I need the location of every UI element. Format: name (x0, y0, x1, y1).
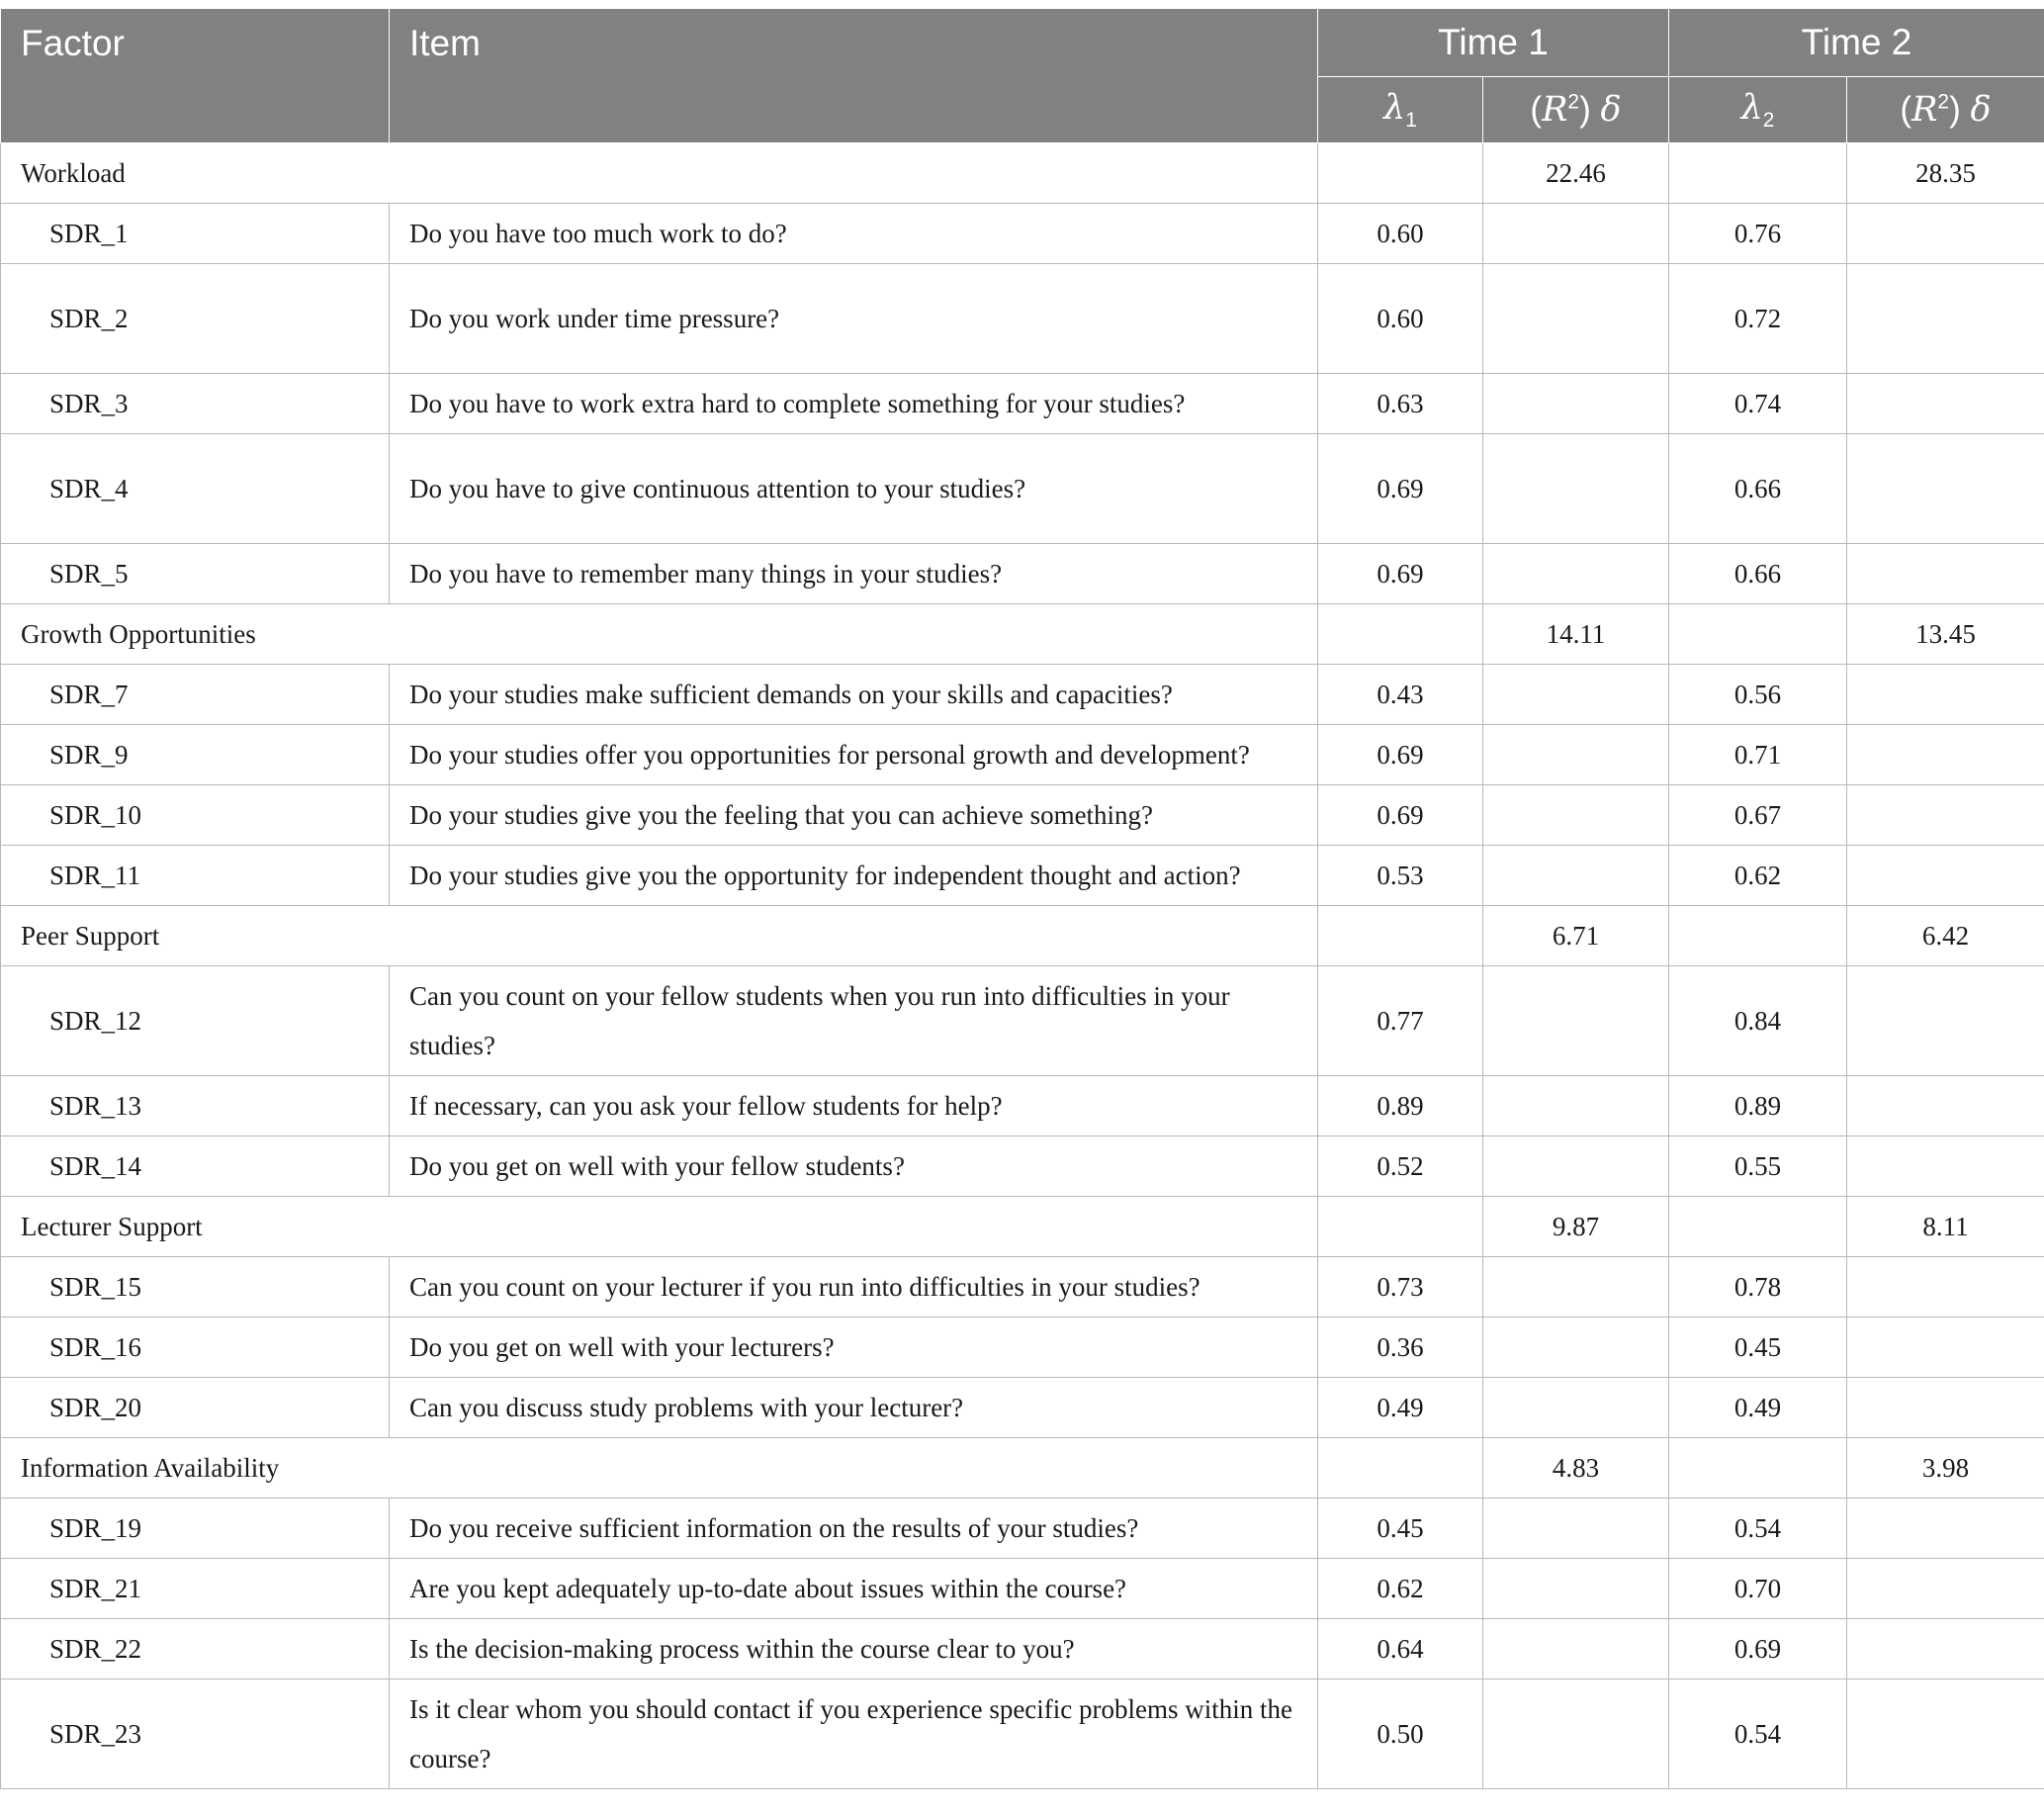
empty-cell (1847, 725, 2044, 785)
item-text: Do you work under time pressure? (390, 264, 1318, 374)
lambda2-value: 0.66 (1669, 544, 1847, 604)
lambda2-value: 0.89 (1669, 1076, 1847, 1136)
empty-cell (1483, 1257, 1669, 1317)
empty-cell (1483, 434, 1669, 544)
table-row (1, 1499, 2044, 1559)
lambda1-value: 0.69 (1318, 434, 1483, 544)
item-text: Do your studies offer you opportunities for personal growth and development? (390, 725, 1318, 785)
item-text: Do your studies make sufficient demands on your skills and capacities? (390, 665, 1318, 725)
lambda1-value: 0.60 (1318, 264, 1483, 374)
empty-cell (1483, 544, 1669, 604)
empty-cell (1669, 1438, 1847, 1499)
item-code: SDR_4 (1, 434, 390, 544)
empty-cell (1847, 204, 2044, 264)
lambda2-value: 0.84 (1669, 966, 1847, 1076)
item-code: SDR_5 (1, 544, 390, 604)
lambda2-value: 0.49 (1669, 1378, 1847, 1438)
empty-cell (1847, 1136, 2044, 1197)
empty-cell (1483, 966, 1669, 1076)
lambda2-value: 0.67 (1669, 785, 1847, 846)
lambda1-value: 0.36 (1318, 1317, 1483, 1378)
factor-r2-time1: 9.87 (1483, 1197, 1669, 1257)
empty-cell (1669, 1197, 1847, 1257)
lambda2-value: 0.62 (1669, 846, 1847, 906)
item-code: SDR_9 (1, 725, 390, 785)
item-code: SDR_22 (1, 1619, 390, 1680)
item-text: Do you have to work extra hard to complete something for your studies? (390, 374, 1318, 434)
lambda1-value: 0.49 (1318, 1378, 1483, 1438)
factor-r2-time1: 22.46 (1483, 143, 1669, 204)
factor-r2-time2: 3.98 (1847, 1438, 2044, 1499)
factor-r2-time2: 28.35 (1847, 143, 2044, 204)
empty-cell (1847, 966, 2044, 1076)
lambda2-value: 0.72 (1669, 264, 1847, 374)
item-code: SDR_14 (1, 1136, 390, 1197)
factor-row (1, 143, 2044, 204)
table-row (1, 544, 2044, 604)
lambda2-value: 0.54 (1669, 1680, 1847, 1789)
empty-cell (1483, 1076, 1669, 1136)
empty-cell (1483, 1619, 1669, 1680)
factor-row (1, 604, 2044, 665)
table-row (1, 785, 2044, 846)
table-row (1, 1680, 2044, 1789)
item-code: SDR_10 (1, 785, 390, 846)
header-r2-delta-time2: $(R^2)$ δ (1847, 77, 2044, 143)
lambda2-value: 0.74 (1669, 374, 1847, 434)
empty-cell (1847, 1076, 2044, 1136)
header-time2: Time 2 (1669, 9, 2044, 77)
table-header (1, 9, 2044, 143)
table-row (1, 1257, 2044, 1317)
table-row (1, 1317, 2044, 1378)
header-lambda2: $\lambda_2$ (1669, 77, 1847, 143)
empty-cell (1318, 1438, 1483, 1499)
table-row (1, 966, 2044, 1076)
item-code: SDR_16 (1, 1317, 390, 1378)
empty-cell (1318, 143, 1483, 204)
lambda1-value: 0.69 (1318, 785, 1483, 846)
lambda2-value: 0.54 (1669, 1499, 1847, 1559)
table-row (1, 434, 2044, 544)
lambda2-value: 0.55 (1669, 1136, 1847, 1197)
empty-cell (1847, 1559, 2044, 1619)
empty-cell (1483, 374, 1669, 434)
empty-cell (1483, 204, 1669, 264)
empty-cell (1847, 1378, 2044, 1438)
item-code: SDR_1 (1, 204, 390, 264)
factor-name: Information Availability (1, 1438, 1318, 1499)
factor-r2-time2: 13.45 (1847, 604, 2044, 665)
table-row (1, 1619, 2044, 1680)
item-text: Do you have too much work to do? (390, 204, 1318, 264)
header-r2-delta-time1: $(R^2)$ δ (1483, 77, 1669, 143)
item-text: Is the decision-making process within the course clear to you? (390, 1619, 1318, 1680)
empty-cell (1847, 544, 2044, 604)
lambda2-value: 0.66 (1669, 434, 1847, 544)
empty-cell (1483, 1378, 1669, 1438)
lambda1-value: 0.45 (1318, 1499, 1483, 1559)
item-text: Do you get on well with your lecturers? (390, 1317, 1318, 1378)
lambda1-value: 0.62 (1318, 1559, 1483, 1619)
empty-cell (1483, 264, 1669, 374)
item-code: SDR_13 (1, 1076, 390, 1136)
table-row (1, 665, 2044, 725)
header-item: Item (390, 9, 1318, 143)
empty-cell (1847, 1257, 2044, 1317)
header-factor: Factor (1, 9, 390, 143)
empty-cell (1483, 1559, 1669, 1619)
lambda2-value: 0.76 (1669, 204, 1847, 264)
empty-cell (1669, 604, 1847, 665)
lambda1-value: 0.53 (1318, 846, 1483, 906)
lambda2-value: 0.71 (1669, 725, 1847, 785)
lambda2-value: 0.70 (1669, 1559, 1847, 1619)
item-text: Do your studies give you the feeling that you can achieve something? (390, 785, 1318, 846)
item-code: SDR_2 (1, 264, 390, 374)
factor-row (1, 1438, 2044, 1499)
item-text: Do you have to remember many things in your studies? (390, 544, 1318, 604)
lambda1-value: 0.60 (1318, 204, 1483, 264)
factor-r2-time1: 4.83 (1483, 1438, 1669, 1499)
lambda1-value: 0.73 (1318, 1257, 1483, 1317)
factor-name: Lecturer Support (1, 1197, 1318, 1257)
empty-cell (1847, 1317, 2044, 1378)
empty-cell (1847, 1499, 2044, 1559)
table-row (1, 264, 2044, 374)
item-text: Can you count on your fellow students when you run into difficulties in your studies? (390, 966, 1318, 1076)
table-body (1, 143, 2044, 1789)
table-row (1, 846, 2044, 906)
item-code: SDR_23 (1, 1680, 390, 1789)
item-text: If necessary, can you ask your fellow students for help? (390, 1076, 1318, 1136)
empty-cell (1483, 1680, 1669, 1789)
item-text: Do you have to give continuous attention to your studies? (390, 434, 1318, 544)
lambda1-value: 0.89 (1318, 1076, 1483, 1136)
item-code: SDR_11 (1, 846, 390, 906)
empty-cell (1847, 1680, 2044, 1789)
empty-cell (1847, 434, 2044, 544)
item-code: SDR_7 (1, 665, 390, 725)
item-text: Do you receive sufficient information on the results of your studies? (390, 1499, 1318, 1559)
lambda2-value: 0.56 (1669, 665, 1847, 725)
lambda1-value: 0.64 (1318, 1619, 1483, 1680)
item-code: SDR_12 (1, 966, 390, 1076)
factor-r2-time2: 6.42 (1847, 906, 2044, 966)
table-row (1, 1076, 2044, 1136)
factor-r2-time1: 14.11 (1483, 604, 1669, 665)
lambda1-value: 0.52 (1318, 1136, 1483, 1197)
empty-cell (1847, 846, 2044, 906)
item-text: Do you get on well with your fellow students? (390, 1136, 1318, 1197)
lambda1-value: 0.69 (1318, 725, 1483, 785)
empty-cell (1847, 1619, 2044, 1680)
item-code: SDR_3 (1, 374, 390, 434)
lambda1-value: 0.43 (1318, 665, 1483, 725)
lambda2-value: 0.69 (1669, 1619, 1847, 1680)
item-code: SDR_21 (1, 1559, 390, 1619)
factor-row (1, 906, 2044, 966)
empty-cell (1483, 725, 1669, 785)
factor-name: Peer Support (1, 906, 1318, 966)
item-code: SDR_15 (1, 1257, 390, 1317)
header-lambda1: $\lambda_1$ (1318, 77, 1483, 143)
item-code: SDR_19 (1, 1499, 390, 1559)
empty-cell (1318, 1197, 1483, 1257)
empty-cell (1669, 906, 1847, 966)
table-row (1, 204, 2044, 264)
header-time1: Time 1 (1318, 9, 1669, 77)
empty-cell (1483, 846, 1669, 906)
item-text: Are you kept adequately up-to-date about issues within the course? (390, 1559, 1318, 1619)
lambda1-value: 0.69 (1318, 544, 1483, 604)
empty-cell (1847, 374, 2044, 434)
empty-cell (1483, 785, 1669, 846)
factor-name: Growth Opportunities (1, 604, 1318, 665)
factor-loadings-table (0, 8, 2044, 1789)
empty-cell (1483, 1136, 1669, 1197)
lambda2-value: 0.45 (1669, 1317, 1847, 1378)
factor-name: Workload (1, 143, 1318, 204)
empty-cell (1318, 604, 1483, 665)
empty-cell (1483, 1499, 1669, 1559)
item-text: Can you count on your lecturer if you run into difficulties in your studies? (390, 1257, 1318, 1317)
lambda1-value: 0.50 (1318, 1680, 1483, 1789)
empty-cell (1483, 665, 1669, 725)
table-row (1, 374, 2044, 434)
table-row (1, 1559, 2044, 1619)
empty-cell (1318, 906, 1483, 966)
factor-r2-time2: 8.11 (1847, 1197, 2044, 1257)
lambda2-value: 0.78 (1669, 1257, 1847, 1317)
item-text: Can you discuss study problems with your lecturer? (390, 1378, 1318, 1438)
factor-row (1, 1197, 2044, 1257)
item-code: SDR_20 (1, 1378, 390, 1438)
empty-cell (1847, 264, 2044, 374)
factor-r2-time1: 6.71 (1483, 906, 1669, 966)
lambda1-value: 0.63 (1318, 374, 1483, 434)
table-row (1, 1378, 2044, 1438)
item-text: Is it clear whom you should contact if you experience specific problems within the course? (390, 1680, 1318, 1789)
table-row (1, 1136, 2044, 1197)
item-text: Do your studies give you the opportunity for independent thought and action? (390, 846, 1318, 906)
empty-cell (1847, 785, 2044, 846)
empty-cell (1669, 143, 1847, 204)
empty-cell (1483, 1317, 1669, 1378)
table-row (1, 725, 2044, 785)
empty-cell (1847, 665, 2044, 725)
lambda1-value: 0.77 (1318, 966, 1483, 1076)
